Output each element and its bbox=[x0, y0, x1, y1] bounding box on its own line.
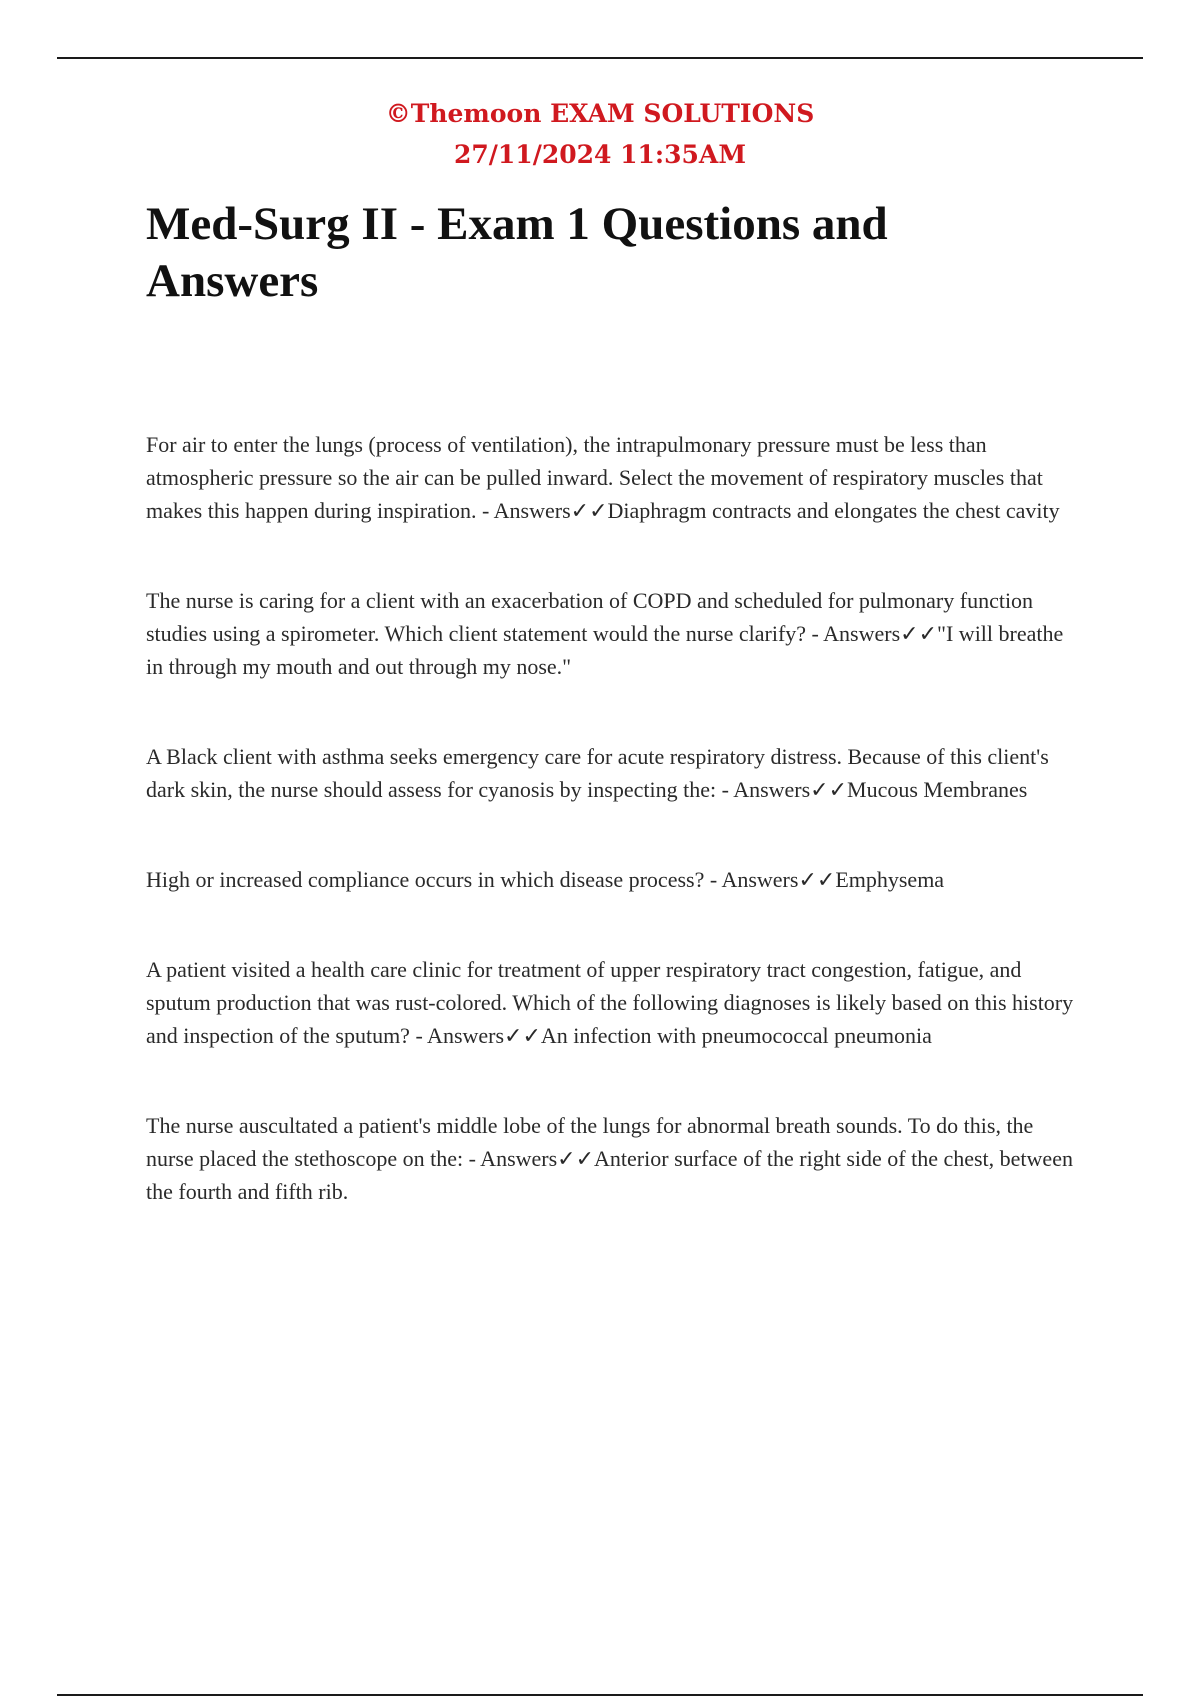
bottom-rule bbox=[57, 1694, 1143, 1696]
qa-item: The nurse is caring for a client with an exacerbation of COPD and scheduled for pulmonary function studies using a spirometer. Which client statement would the nurse clarify? - Answers✓✓"I will breathe in through my mouth and out through my nose." bbox=[146, 588, 1064, 679]
page-title: Med-Surg II - Exam 1 Questions and Answers bbox=[146, 198, 888, 307]
watermark-line-1: ©Themoon EXAM SOLUTIONS bbox=[385, 99, 815, 128]
qa-item: A patient visited a health care clinic for treatment of upper respiratory tract congestion, fatigue, and sputum production that was rust-colored. Which of the following diagnoses is likely based on this history and inspection of the sputum? - Answers✓✓An infection with pneumococcal pneumonia bbox=[146, 957, 1074, 1048]
top-rule bbox=[57, 57, 1143, 59]
qa-item: The nurse auscultated a patient's middle lobe of the lungs for abnormal breath sounds. To do this, the nurse placed the stethoscope on the: - Answers✓✓Anterior surface of the right side of the chest, between the fourth and fifth rib. bbox=[146, 1113, 1073, 1204]
qa-item: For air to enter the lungs (process of ventilation), the intrapulmonary pressure must be less than atmospheric pressure so the air can be pulled inward. Select the movement of respiratory muscles that makes this happen during inspiration. - Answers✓✓Diaphragm contracts and elongates the chest cavity bbox=[146, 432, 1060, 523]
watermark-header bbox=[0, 93, 1200, 175]
qa-list bbox=[146, 428, 1076, 1208]
qa-item: A Black client with asthma seeks emergency care for acute respiratory distress. Because of this client's dark skin, the nurse should assess for cyanosis by inspecting the: - Answers✓✓Mucous Membranes bbox=[146, 744, 1049, 802]
watermark-line-2: 27/11/2024 11:35AM bbox=[453, 140, 746, 169]
qa-item: High or increased compliance occurs in which disease process? - Answers✓✓Emphysema bbox=[146, 867, 945, 892]
